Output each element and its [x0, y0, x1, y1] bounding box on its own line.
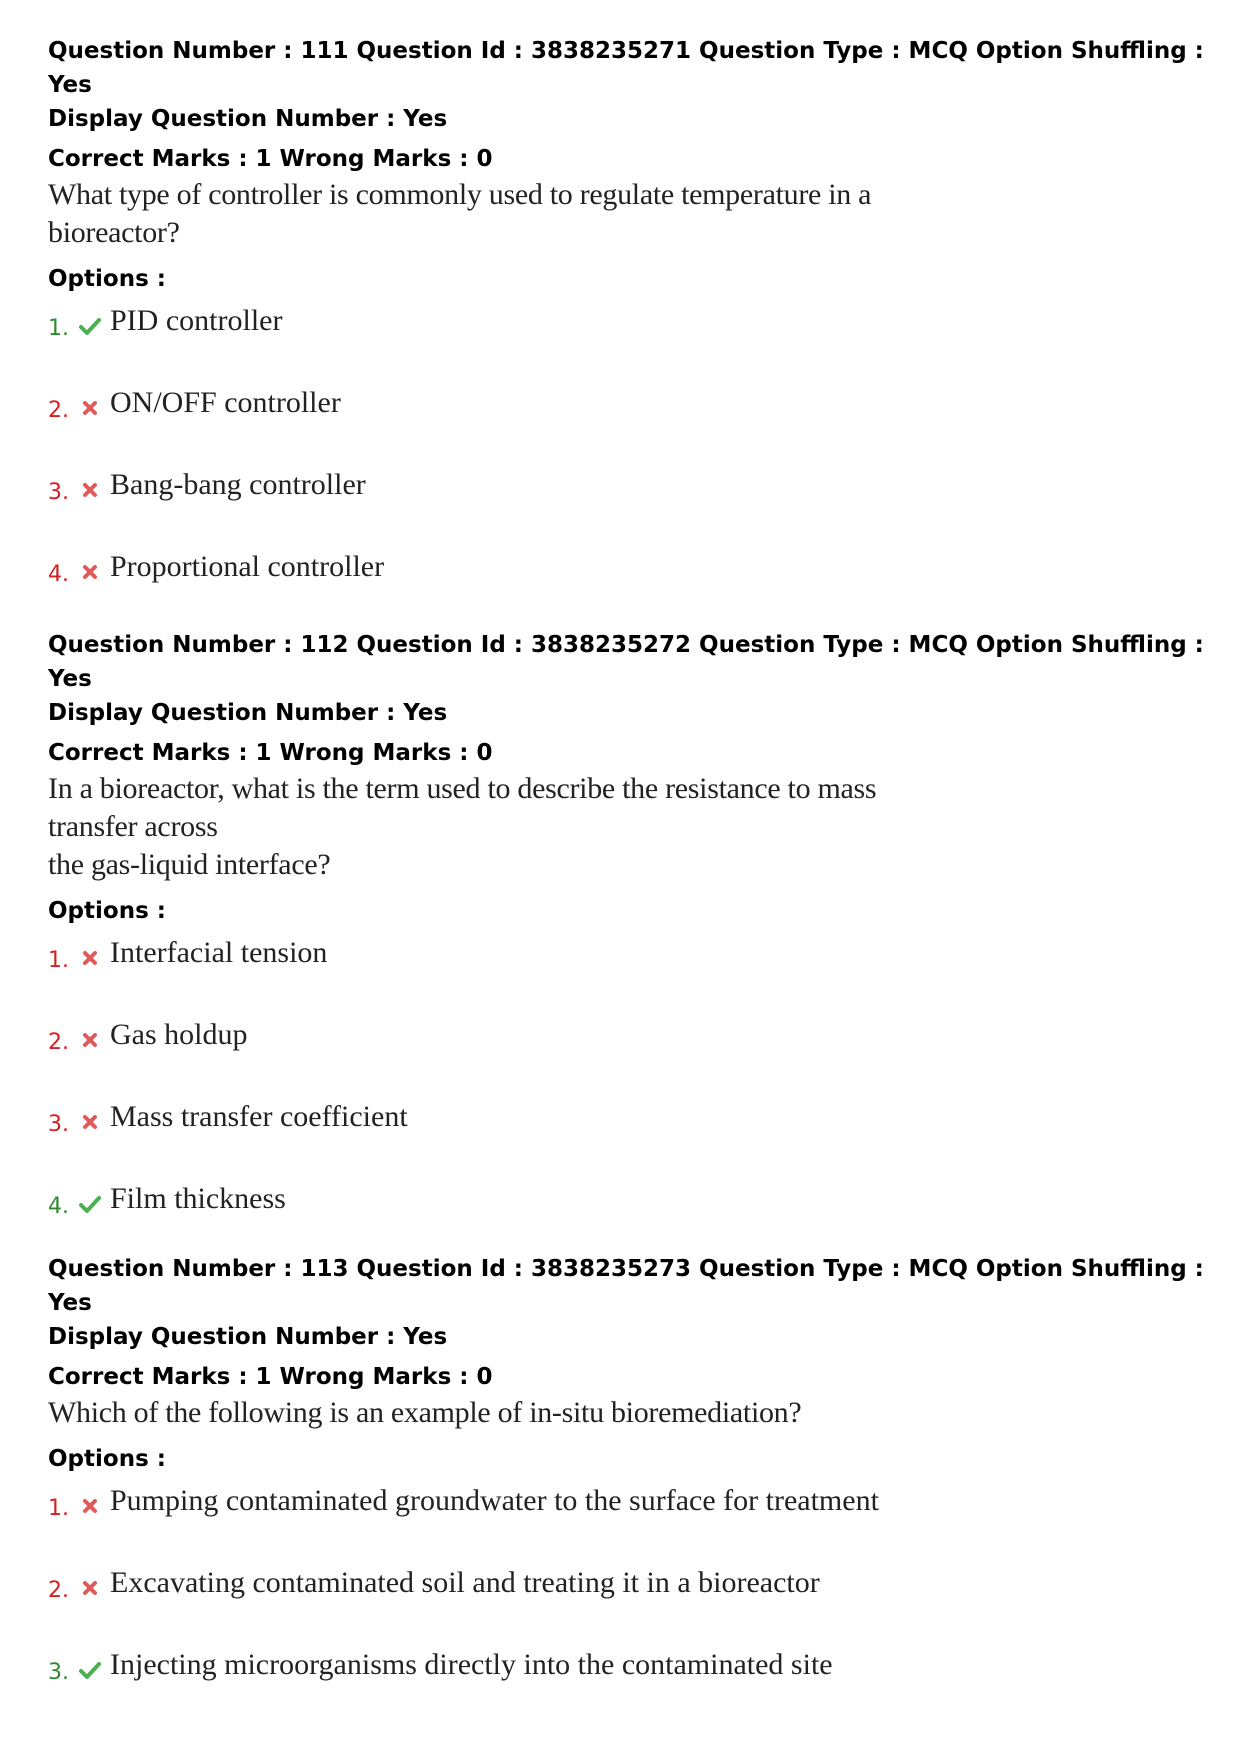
option-item [48, 1180, 1208, 1262]
question-block-113 [48, 1252, 1208, 1728]
options-label: Options : [48, 898, 166, 924]
option-number: 4. [48, 1194, 69, 1219]
option-text: PID controller [110, 304, 283, 337]
option-number: 3. [48, 1660, 69, 1685]
marks-line: Correct Marks : 1 Wrong Marks : 0 [48, 1364, 493, 1390]
option-text: Interfacial tension [110, 936, 328, 969]
option-text: Proportional controller [110, 550, 385, 583]
option-number: 2. [48, 398, 69, 423]
display-question-number: Display Question Number : Yes [48, 700, 448, 726]
option-text: Film thickness [110, 1182, 286, 1215]
cross-icon [78, 478, 102, 502]
option-number: 3. [48, 1112, 69, 1137]
cross-icon [78, 396, 102, 420]
display-question-number: Display Question Number : Yes [48, 1324, 448, 1350]
question-block-112 [48, 628, 1208, 1262]
option-text: Injecting microorganisms directly into the contaminated site [110, 1648, 833, 1681]
marks-line: Correct Marks : 1 Wrong Marks : 0 [48, 146, 493, 172]
options-label: Options : [48, 266, 166, 292]
cross-icon [78, 1576, 102, 1600]
option-text: ON/OFF controller [110, 386, 341, 419]
cross-icon [78, 560, 102, 584]
cross-icon [78, 1494, 102, 1518]
option-number: 3. [48, 480, 69, 505]
question-text-line: the gas-liquid interface? [48, 848, 331, 881]
question-text: What type of controller is commonly used to regulate temperature in a bioreactor? [48, 178, 872, 249]
option-item [48, 1016, 1208, 1098]
option-item [48, 1482, 1208, 1564]
options-list [48, 302, 1208, 630]
option-text: Excavating contaminated soil and treating it in a bioreactor [110, 1566, 820, 1599]
option-text: Pumping contaminated groundwater to the surface for treatment [110, 1484, 879, 1517]
option-text: Mass transfer coefficient [110, 1100, 408, 1133]
option-number: 4. [48, 562, 69, 587]
option-item [48, 384, 1208, 466]
options-list [48, 934, 1208, 1262]
option-number: 1. [48, 1496, 69, 1521]
option-item [48, 302, 1208, 384]
option-item [48, 1564, 1208, 1646]
option-item [48, 934, 1208, 1016]
option-text: Bang-bang controller [110, 468, 366, 501]
cross-icon [78, 1028, 102, 1052]
option-item [48, 1098, 1208, 1180]
option-item [48, 548, 1208, 630]
display-question-number: Display Question Number : Yes [48, 106, 448, 132]
option-item [48, 1646, 1208, 1728]
option-number: 2. [48, 1578, 69, 1603]
question-text-line: In a bioreactor, what is the term used to describe the resistance to mass transfer across [48, 772, 877, 843]
question-text: Which of the following is an example of in-situ bioremediation? [48, 1396, 802, 1429]
question-meta-line: Question Number : 111 Question Id : 3838235271 Question Type : MCQ Option Shuffling : Yes [48, 38, 1204, 98]
check-icon [78, 314, 102, 338]
option-number: 2. [48, 1030, 69, 1055]
options-list [48, 1482, 1208, 1728]
check-icon [78, 1192, 102, 1216]
question-meta-line: Question Number : 113 Question Id : 3838235273 Question Type : MCQ Option Shuffling : Yes [48, 1256, 1204, 1316]
option-number: 1. [48, 316, 69, 341]
option-number: 1. [48, 948, 69, 973]
question-meta-line: Question Number : 112 Question Id : 3838235272 Question Type : MCQ Option Shuffling : Yes [48, 632, 1204, 692]
cross-icon [78, 1110, 102, 1134]
marks-line: Correct Marks : 1 Wrong Marks : 0 [48, 740, 493, 766]
option-item [48, 466, 1208, 548]
question-block-111 [48, 34, 1208, 630]
cross-icon [78, 946, 102, 970]
option-text: Gas holdup [110, 1018, 248, 1051]
check-icon [78, 1658, 102, 1682]
options-label: Options : [48, 1446, 166, 1472]
question-text [48, 770, 968, 884]
